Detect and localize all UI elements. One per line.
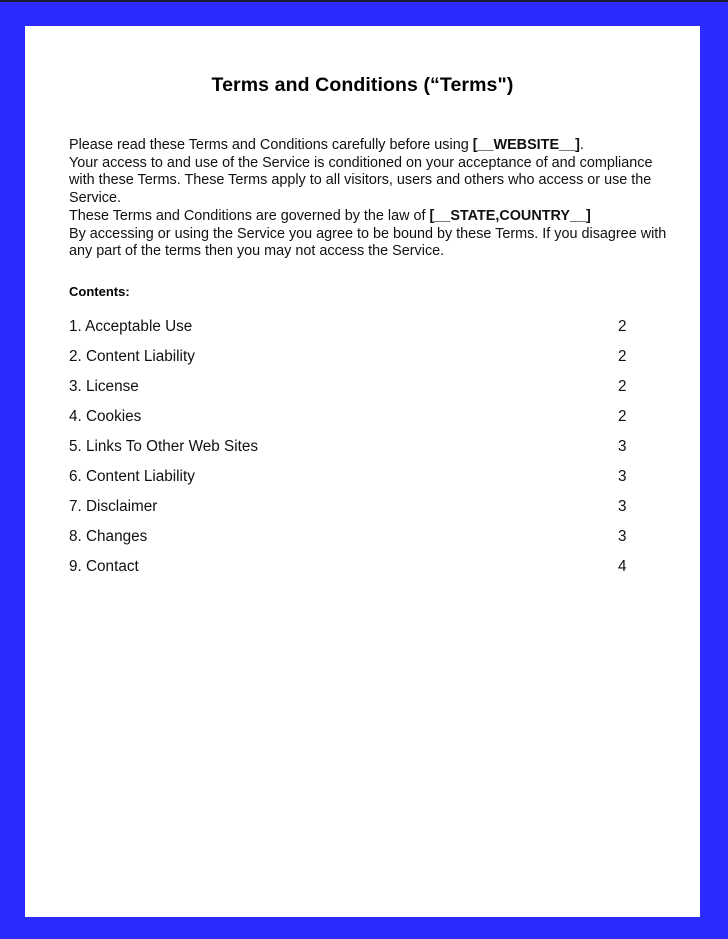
toc-entry-label: 9. Contact xyxy=(69,558,139,575)
intro-line3-before: These Terms and Conditions are governed by the law of xyxy=(69,207,430,224)
toc-entry[interactable] xyxy=(69,498,669,528)
page-title: Terms and Conditions (“Terms") xyxy=(211,74,514,96)
table-of-contents xyxy=(69,318,669,588)
toc-entry[interactable] xyxy=(69,378,669,408)
toc-entry-label: 7. Disclaimer xyxy=(69,498,158,515)
intro-line1-after: . xyxy=(579,137,584,153)
toc-entry-label: 6. Content Liability xyxy=(69,468,195,485)
toc-entry[interactable] xyxy=(69,408,669,438)
toc-entry-page: 2 xyxy=(618,378,627,395)
toc-entry-label: 5. Links To Other Web Sites xyxy=(69,438,259,455)
website-placeholder: [__WEBSITE__] xyxy=(472,137,580,153)
intro-paragraph xyxy=(69,137,669,261)
document-page xyxy=(25,26,700,917)
toc-entry[interactable] xyxy=(69,438,669,468)
toc-entry[interactable] xyxy=(69,528,669,558)
contents-heading: Contents: xyxy=(69,284,130,299)
toc-entry-page: 2 xyxy=(618,408,627,425)
intro-line1-before: Please read these Terms and Conditions carefully before using xyxy=(69,137,473,153)
toc-entry-page: 3 xyxy=(618,468,627,485)
toc-entry[interactable] xyxy=(69,348,669,378)
toc-entry-label: 1. Acceptable Use xyxy=(69,318,193,335)
toc-entry-page: 3 xyxy=(618,498,627,515)
intro-line2: Your access to and use of the Service is conditioned on your acceptance of and compliance with these Terms. These Terms apply to all visitors, users and others who access or use the Service. xyxy=(69,154,653,207)
toc-entry-page: 3 xyxy=(618,438,627,455)
state-country-placeholder: [__STATE,COUNTRY__] xyxy=(429,207,591,224)
toc-entry[interactable] xyxy=(69,468,669,498)
toc-entry-label: 2. Content Liability xyxy=(69,348,195,365)
toc-entry-page: 2 xyxy=(618,318,627,335)
intro-line4: By accessing or using the Service you agree to be bound by these Terms. If you disagree with any part of the terms then you may not access the Service. xyxy=(69,225,667,260)
top-edge-hairline xyxy=(0,0,728,2)
toc-entry-page: 4 xyxy=(618,558,627,575)
toc-entry-label: 8. Changes xyxy=(69,528,148,545)
toc-entry[interactable] xyxy=(69,318,669,348)
toc-entry-page: 2 xyxy=(618,348,627,365)
toc-entry[interactable] xyxy=(69,558,669,588)
toc-entry-label: 3. License xyxy=(69,378,139,395)
toc-entry-page: 3 xyxy=(618,528,627,545)
toc-entry-label: 4. Cookies xyxy=(69,408,142,425)
